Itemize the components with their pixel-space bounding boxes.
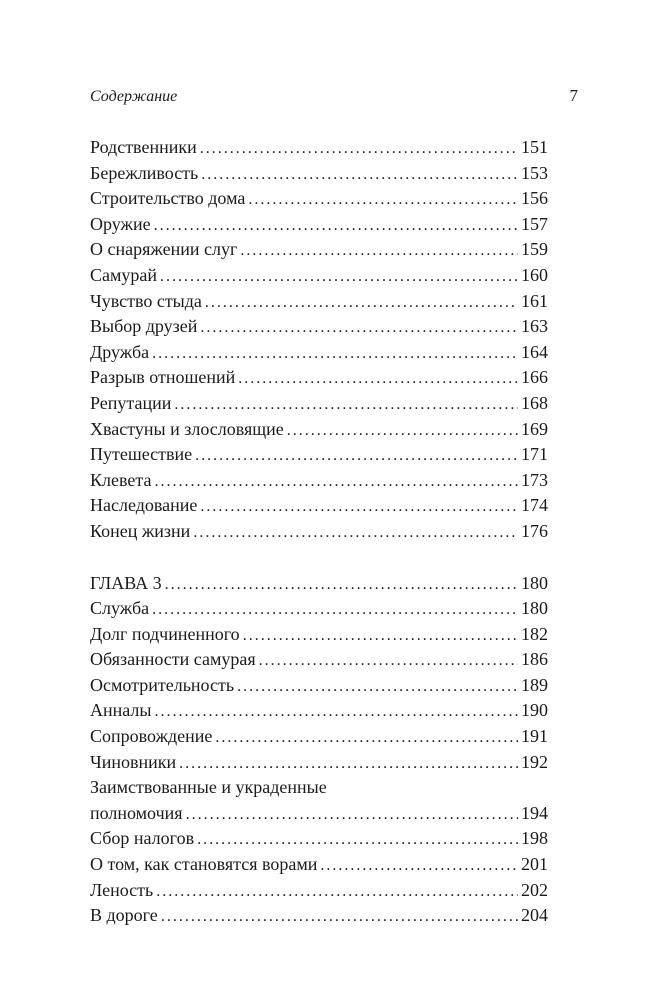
toc-entry-page: 180 xyxy=(521,572,548,593)
toc-entry[interactable] xyxy=(90,596,548,622)
toc-entry-title: ГЛАВА 3 xyxy=(90,572,162,593)
toc-dot-leader xyxy=(201,162,518,188)
toc-entry-title: Чувство стыда xyxy=(90,290,202,311)
toc-line xyxy=(90,698,548,724)
toc-entry[interactable] xyxy=(90,212,548,238)
toc-entry-page: 168 xyxy=(521,392,548,413)
toc-group xyxy=(90,571,548,929)
toc-entry[interactable] xyxy=(90,263,548,289)
toc-entry[interactable] xyxy=(90,673,548,699)
toc-line xyxy=(90,903,548,929)
toc-line xyxy=(90,468,548,494)
toc-entry-page: 201 xyxy=(521,854,548,875)
page-number: 7 xyxy=(569,86,578,105)
toc-group xyxy=(90,135,548,545)
toc-entry[interactable] xyxy=(90,135,548,161)
toc-line xyxy=(90,775,548,801)
toc-dot-leader xyxy=(240,238,518,264)
toc-entry-page: 182 xyxy=(521,623,548,644)
toc-dot-leader xyxy=(161,904,518,930)
toc-entry-title: Бережливость xyxy=(90,162,199,183)
toc-line xyxy=(90,596,548,622)
toc-entry-page: 160 xyxy=(521,264,548,285)
table-of-contents xyxy=(90,135,548,929)
toc-dot-leader xyxy=(200,136,518,162)
toc-dot-leader xyxy=(195,443,518,469)
toc-entry-title: Сбор налогов xyxy=(90,828,195,849)
toc-entry-page: 166 xyxy=(521,367,548,388)
toc-line xyxy=(90,852,548,878)
toc-entry-title: Долг подчиненного xyxy=(90,623,240,644)
toc-entry-title: Чиновники xyxy=(90,751,177,772)
toc-entry-page: 198 xyxy=(521,828,548,849)
toc-entry-page: 192 xyxy=(521,751,548,772)
toc-entry-title: Анналы xyxy=(90,700,152,721)
toc-line xyxy=(90,391,548,417)
toc-entry-title: Оружие xyxy=(90,213,151,234)
toc-entry-title: В дороге xyxy=(90,905,158,926)
toc-entry-page: 157 xyxy=(521,213,548,234)
toc-line xyxy=(90,340,548,366)
toc-line xyxy=(90,724,548,750)
toc-entry-page: 176 xyxy=(521,520,548,541)
toc-dot-leader xyxy=(237,674,518,700)
toc-entry-page: 204 xyxy=(521,905,548,926)
toc-dot-leader xyxy=(320,853,518,879)
toc-entry-title: О снаряжении слуг xyxy=(90,239,238,260)
toc-entry-title: Путешествие xyxy=(90,444,193,465)
toc-line xyxy=(90,135,548,161)
toc-line xyxy=(90,186,548,212)
toc-entry-page: 171 xyxy=(521,444,548,465)
toc-dot-leader xyxy=(154,213,518,239)
toc-entry-title: Клевета xyxy=(90,469,152,490)
toc-dot-leader xyxy=(152,597,518,623)
toc-dot-leader xyxy=(154,469,518,495)
toc-dot-leader xyxy=(215,725,518,751)
toc-entry-title: Наследование xyxy=(90,495,198,516)
toc-entry[interactable] xyxy=(90,391,548,417)
toc-entry[interactable] xyxy=(90,724,548,750)
toc-dot-leader xyxy=(200,315,518,341)
toc-entry-title: Леность xyxy=(90,879,154,900)
toc-line xyxy=(90,237,548,263)
toc-entry-title: Строительство дома xyxy=(90,188,246,209)
toc-entry[interactable] xyxy=(90,340,548,366)
toc-dot-leader xyxy=(165,572,518,598)
toc-entry-title: О том, как становятся ворами xyxy=(90,854,318,875)
toc-entry-title: Обязанности самурая xyxy=(90,649,256,670)
toc-line xyxy=(90,750,548,776)
toc-line xyxy=(90,442,548,468)
toc-entry-title: полномочия xyxy=(90,802,183,823)
toc-entry[interactable] xyxy=(90,750,548,776)
toc-entry-page: 186 xyxy=(521,649,548,670)
toc-entry[interactable] xyxy=(90,698,548,724)
toc-dot-leader xyxy=(174,392,518,418)
toc-entry[interactable] xyxy=(90,237,548,263)
running-header xyxy=(90,86,578,110)
toc-entry[interactable] xyxy=(90,878,548,904)
toc-entry[interactable] xyxy=(90,417,548,443)
toc-entry[interactable] xyxy=(90,852,548,878)
toc-entry-title: Самурай xyxy=(90,264,158,285)
toc-entry[interactable] xyxy=(90,519,548,545)
toc-entry-page: 169 xyxy=(521,418,548,439)
toc-line xyxy=(90,212,548,238)
toc-dot-leader xyxy=(179,751,518,777)
toc-entry-title: Разрыв отношений xyxy=(90,367,236,388)
toc-line xyxy=(90,314,548,340)
toc-line xyxy=(90,673,548,699)
toc-entry-page: 180 xyxy=(521,598,548,619)
toc-line xyxy=(90,571,548,597)
toc-entry[interactable] xyxy=(90,161,548,187)
toc-line xyxy=(90,647,548,673)
toc-entry-page: 161 xyxy=(521,290,548,311)
toc-entry[interactable] xyxy=(90,775,548,826)
toc-entry-title: Выбор друзей xyxy=(90,316,198,337)
toc-entry-page: 190 xyxy=(521,700,548,721)
toc-entry-page: 202 xyxy=(521,879,548,900)
toc-entry[interactable] xyxy=(90,442,548,468)
running-header-title: Содержание xyxy=(90,88,178,105)
toc-entry-title: Сопровождение xyxy=(90,726,213,747)
toc-entry-title: Осмотрительность xyxy=(90,674,235,695)
toc-entry-page: 153 xyxy=(521,162,548,183)
toc-entry[interactable] xyxy=(90,826,548,852)
toc-line xyxy=(90,878,548,904)
toc-entry-page: 194 xyxy=(521,802,548,823)
toc-entry-title: Репутации xyxy=(90,392,172,413)
toc-dot-leader xyxy=(200,494,518,520)
toc-entry-page: 191 xyxy=(521,726,548,747)
toc-line xyxy=(90,365,548,391)
toc-dot-leader xyxy=(152,341,518,367)
toc-entry-title: Родственники xyxy=(90,137,197,157)
toc-dot-leader xyxy=(287,418,518,444)
toc-dot-leader xyxy=(160,264,518,290)
toc-dot-leader xyxy=(238,366,518,392)
toc-dot-leader xyxy=(197,827,518,853)
toc-entry-title: Конец жизни xyxy=(90,520,191,541)
toc-entry-page: 159 xyxy=(521,239,548,260)
toc-entry-page: 163 xyxy=(521,316,548,337)
toc-entry-page: 174 xyxy=(521,495,548,516)
toc-entry-page: 164 xyxy=(521,341,548,362)
toc-entry[interactable] xyxy=(90,647,548,673)
toc-entry-title: Хвастуны и злословящие xyxy=(90,418,284,439)
toc-entry[interactable] xyxy=(90,622,548,648)
toc-dot-leader xyxy=(248,187,518,213)
toc-line xyxy=(90,493,548,519)
toc-line xyxy=(90,826,548,852)
toc-dot-leader xyxy=(259,648,518,674)
toc-line xyxy=(90,801,548,827)
toc-entry[interactable] xyxy=(90,493,548,519)
toc-entry[interactable] xyxy=(90,571,548,597)
toc-line xyxy=(90,622,548,648)
toc-entry[interactable] xyxy=(90,468,548,494)
toc-entry[interactable] xyxy=(90,365,548,391)
toc-entry-title: Служба xyxy=(90,598,150,619)
toc-line xyxy=(90,417,548,443)
toc-entry-page: 189 xyxy=(521,674,548,695)
toc-entry[interactable] xyxy=(90,903,548,929)
toc-entry-page: 151 xyxy=(521,137,548,157)
toc-entry[interactable] xyxy=(90,314,548,340)
toc-entry[interactable] xyxy=(90,186,548,212)
toc-dot-leader xyxy=(155,699,519,725)
toc-line xyxy=(90,519,548,545)
toc-dot-leader xyxy=(205,290,518,316)
toc-entry[interactable] xyxy=(90,289,548,315)
toc-dot-leader xyxy=(193,520,518,546)
toc-line xyxy=(90,289,548,315)
toc-dot-leader xyxy=(243,623,518,649)
toc-entry-title: Дружба xyxy=(90,341,150,362)
toc-dot-leader xyxy=(186,802,518,828)
toc-entry-title: Заимствованные и украденные xyxy=(90,777,327,798)
toc-entry-page: 173 xyxy=(521,469,548,490)
toc-dot-leader xyxy=(156,879,518,905)
toc-line xyxy=(90,161,548,187)
toc-entry-page: 156 xyxy=(521,188,548,209)
toc-line xyxy=(90,263,548,289)
